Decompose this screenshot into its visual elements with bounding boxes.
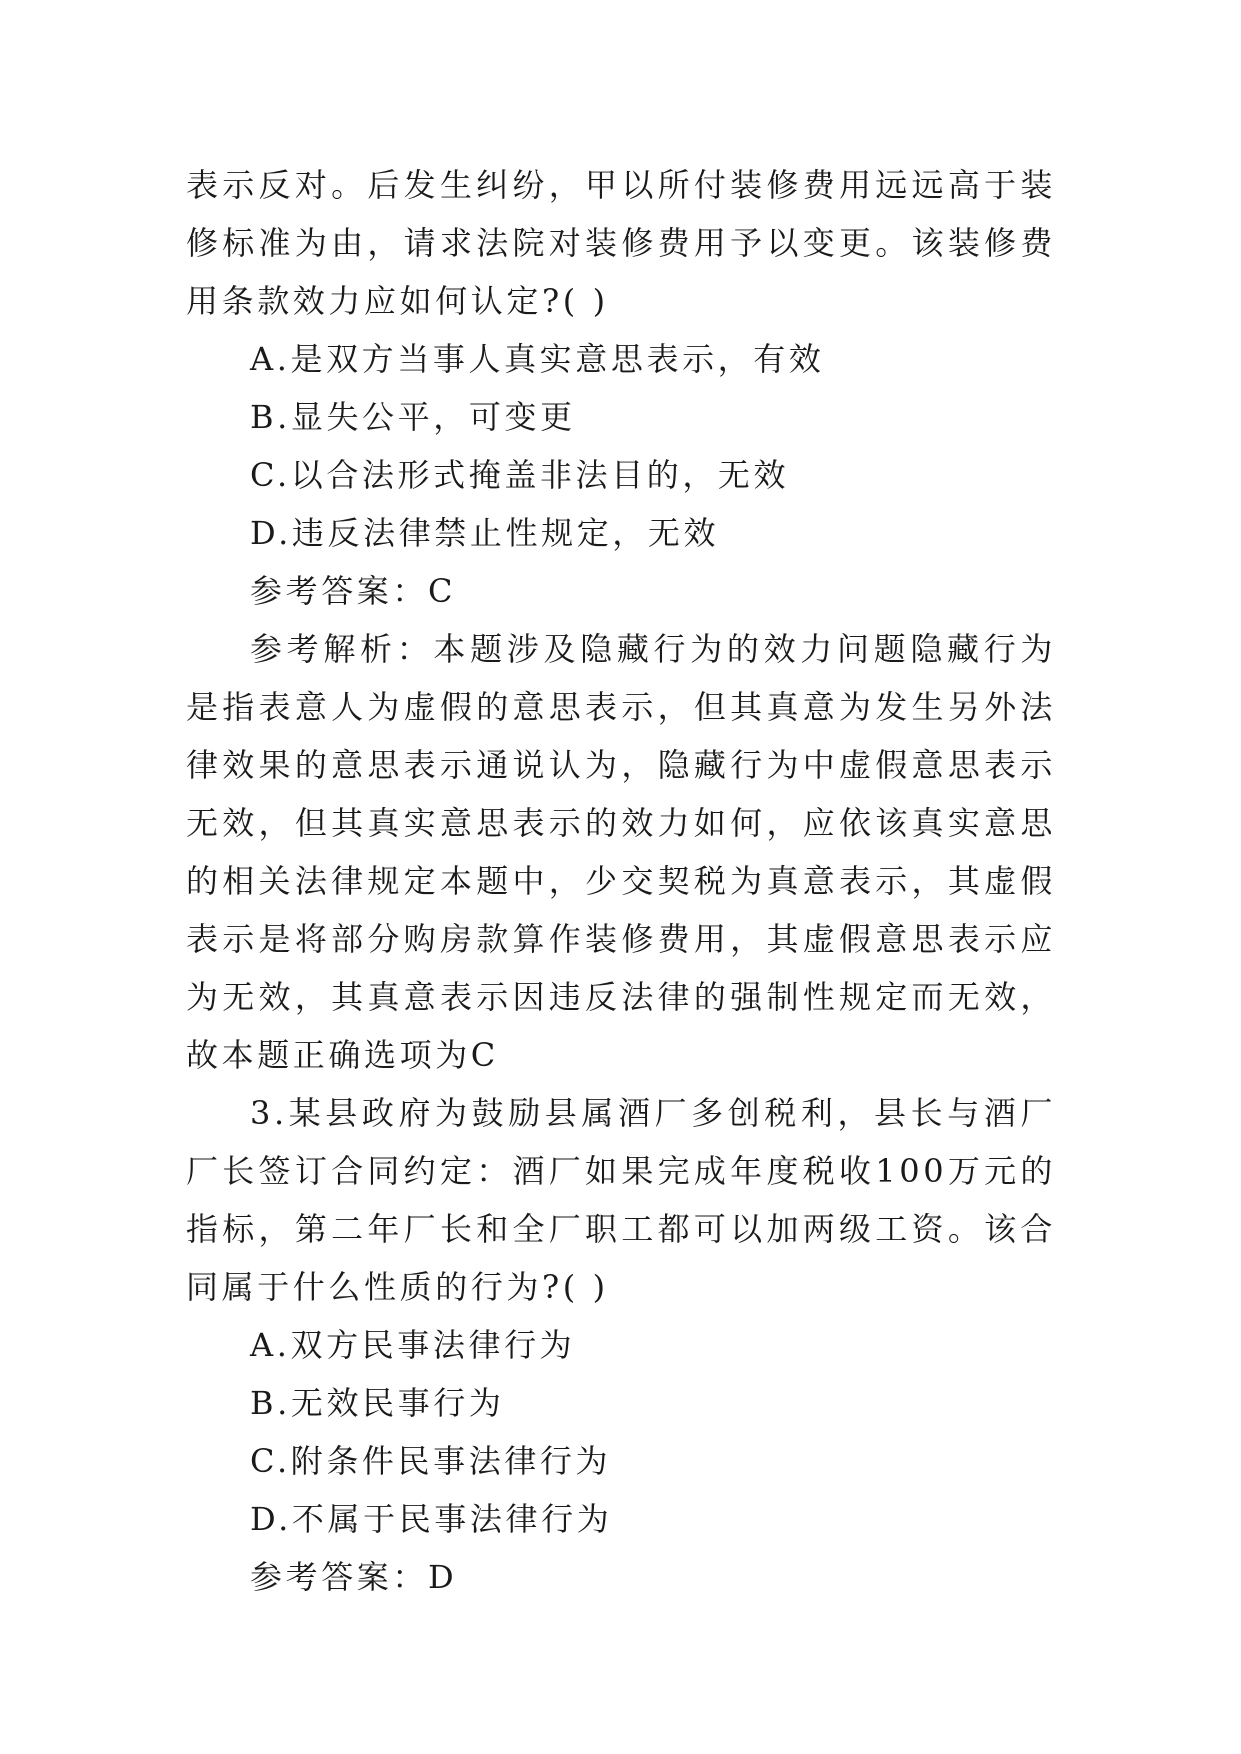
question-2-option-d: D.违反法律禁止性规定，无效 [250,514,720,552]
question-2-option-a: A.是双方当事人真实意思表示，有效 [250,340,825,378]
question-3-option-d: D.不属于民事法律行为 [250,1500,613,1538]
question-2-stem-continued: 表示反对。后发生纠纷，甲以所付装修费用远远高于装修标准为由，请求法院对装修费用予以变更。该装修费用条款效力应如何认定?( ) [186,166,1056,320]
question-2-option-c: C.以合法形式掩盖非法目的，无效 [250,456,790,494]
document-body [186,156,1056,1606]
question-3-stem: 3.某县政府为鼓励县属酒厂多创税利，县长与酒厂厂长签订合同约定：酒厂如果完成年度税收100万元的指标，第二年厂长和全厂职工都可以加两级工资。该合同属于什么性质的行为?( ) [186,1094,1056,1306]
question-3-answer: 参考答案：D [250,1558,458,1596]
question-2-answer: 参考答案：C [250,572,457,610]
question-3-option-c: C.附条件民事法律行为 [250,1442,612,1480]
question-2-option-b: B.显失公平，可变更 [250,398,576,436]
question-3-option-b: B.无效民事行为 [250,1384,505,1422]
question-2-analysis: 参考解析：本题涉及隐藏行为的效力问题隐藏行为是指表意人为虚假的意思表示，但其真意为发生另外法律效果的意思表示通说认为，隐藏行为中虚假意思表示无效，但其真实意思表示的效力如何，应依该真实意思的相关法律规定本题中，少交契税为真意表示，其虚假表示是将部分购房款算作装修费用，其虚假意思表示应为无效，其真意表示因违反法律的强制性规定而无效，故本题正确选项为C [186,630,1056,1074]
question-3-option-a: A.双方民事法律行为 [250,1326,576,1364]
